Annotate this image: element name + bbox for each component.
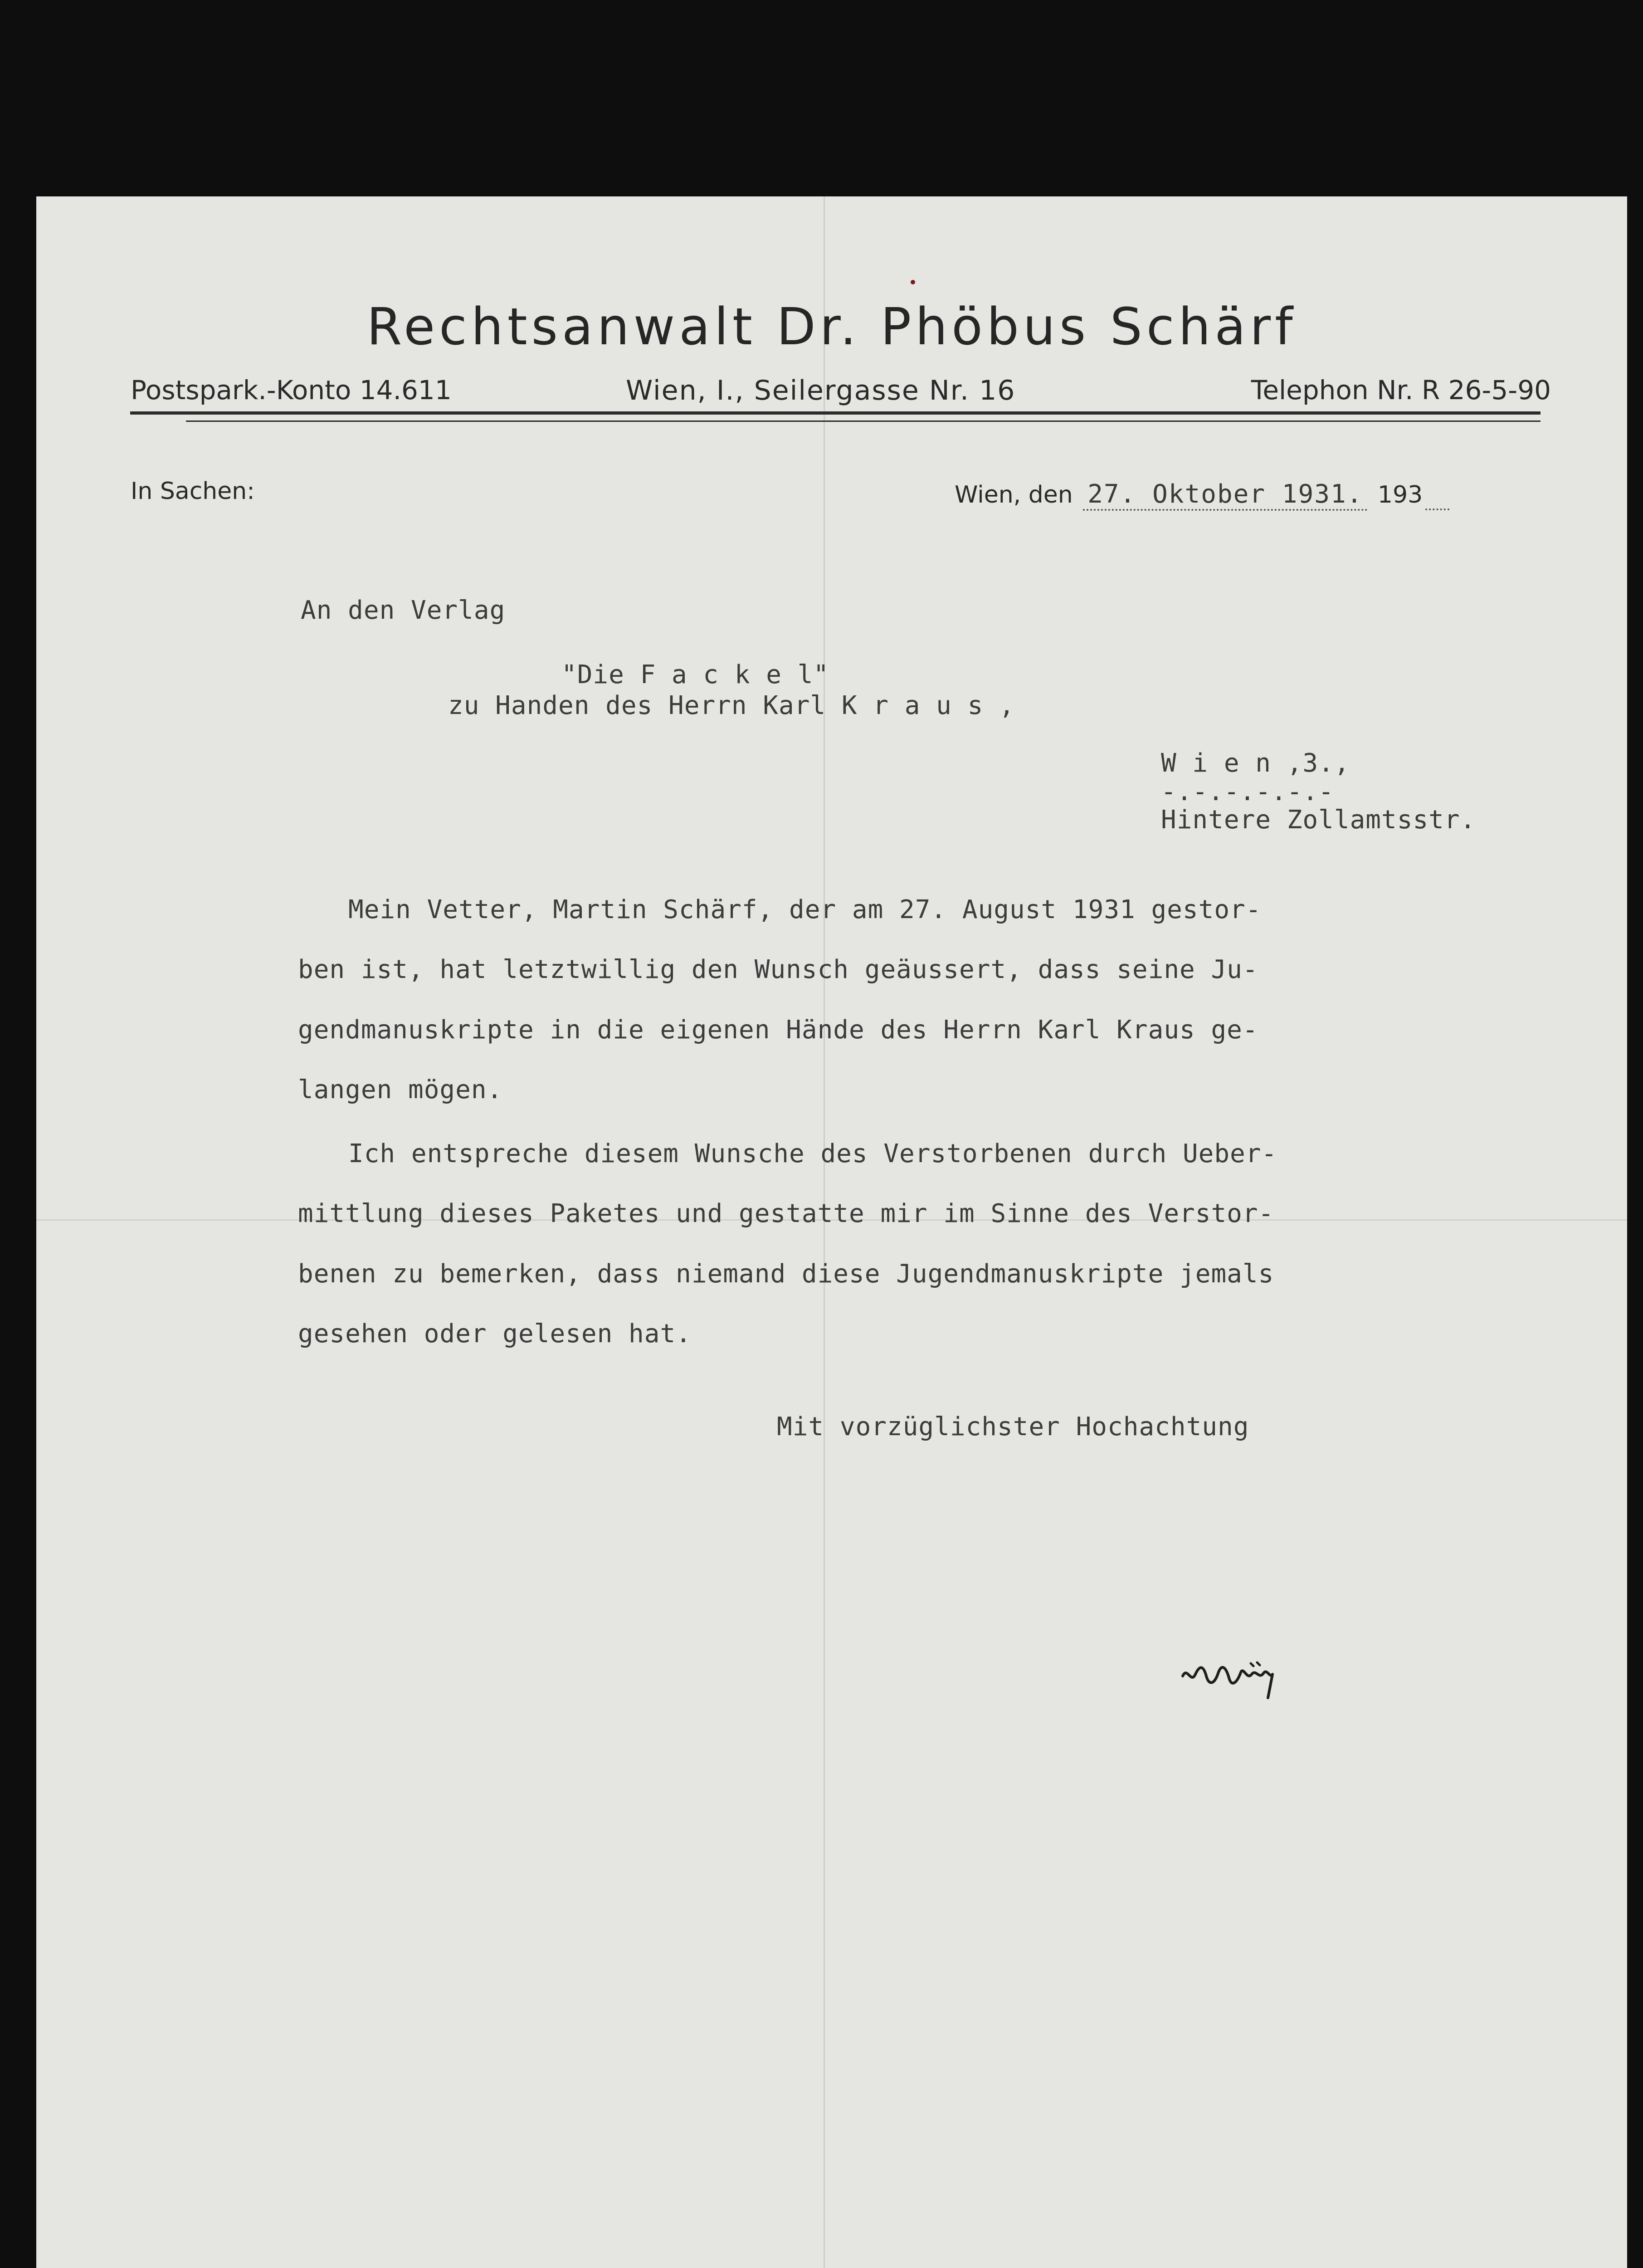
ink-dot [911,280,915,284]
year-field [1425,481,1449,510]
letterhead-rule-thick [130,411,1541,415]
body-line-4: langen mögen. [298,1075,503,1105]
letterhead-telephone: Telephon Nr. R 26-5-90 [1251,375,1551,406]
body-line-5: Ich entspreche diesem Wunsche des Verstorbenen durch Ueber- [348,1139,1277,1168]
body-line-3: gendmanuskripte in die eigenen Hände des Herrn Karl Kraus ge- [298,1015,1258,1045]
closing-line: Mit vorzüglichster Hochachtung [777,1412,1249,1442]
date-field [1083,479,1367,511]
body-line-7: benen zu bemerken, dass niemand diese Jugendmanuskripte jemals [298,1259,1274,1289]
year-prefix: 193 [1377,481,1423,508]
letterhead-name: Rechtsanwalt Dr. Phöbus Schärf [366,298,1297,357]
place-label: Wien, den [955,481,1073,508]
date-line [955,479,1452,511]
date-typed: 27. Oktober 1931. [1087,479,1363,509]
letter-page [36,196,1627,2268]
body-line-1: Mein Vetter, Martin Schärf, der am 27. August 1931 gestor- [348,895,1262,924]
letterhead-address: Wien, I., Seilergasse Nr. 16 [626,375,1016,406]
in-sachen-label: In Sachen: [131,478,255,505]
fold-line-vertical [824,196,825,2268]
body-line-8: gesehen oder gelesen hat. [298,1319,692,1349]
body-line-2: ben ist, hat letztwillig den Wunsch geäussert, dass seine Ju- [298,955,1258,984]
recipient-line-2: "Die F a c k e l" [561,660,829,689]
recipient-street: Hintere Zollamtsstr. [1161,805,1476,835]
recipient-line-1: An den Verlag [301,596,506,625]
recipient-line-3: zu Handen des Herrn Karl K r a u s , [448,691,1015,720]
signature [1179,1652,1288,1702]
recipient-city: W i e n ,3., [1161,748,1350,778]
recipient-separator: -.-.-.-.-.- [1161,777,1334,807]
body-line-6: mittlung dieses Paketes und gestatte mir im Sinne des Verstor- [298,1199,1274,1228]
letterhead-postkonto: Postspark.-Konto 14.611 [131,375,452,406]
letterhead-rule-thin [186,420,1541,422]
